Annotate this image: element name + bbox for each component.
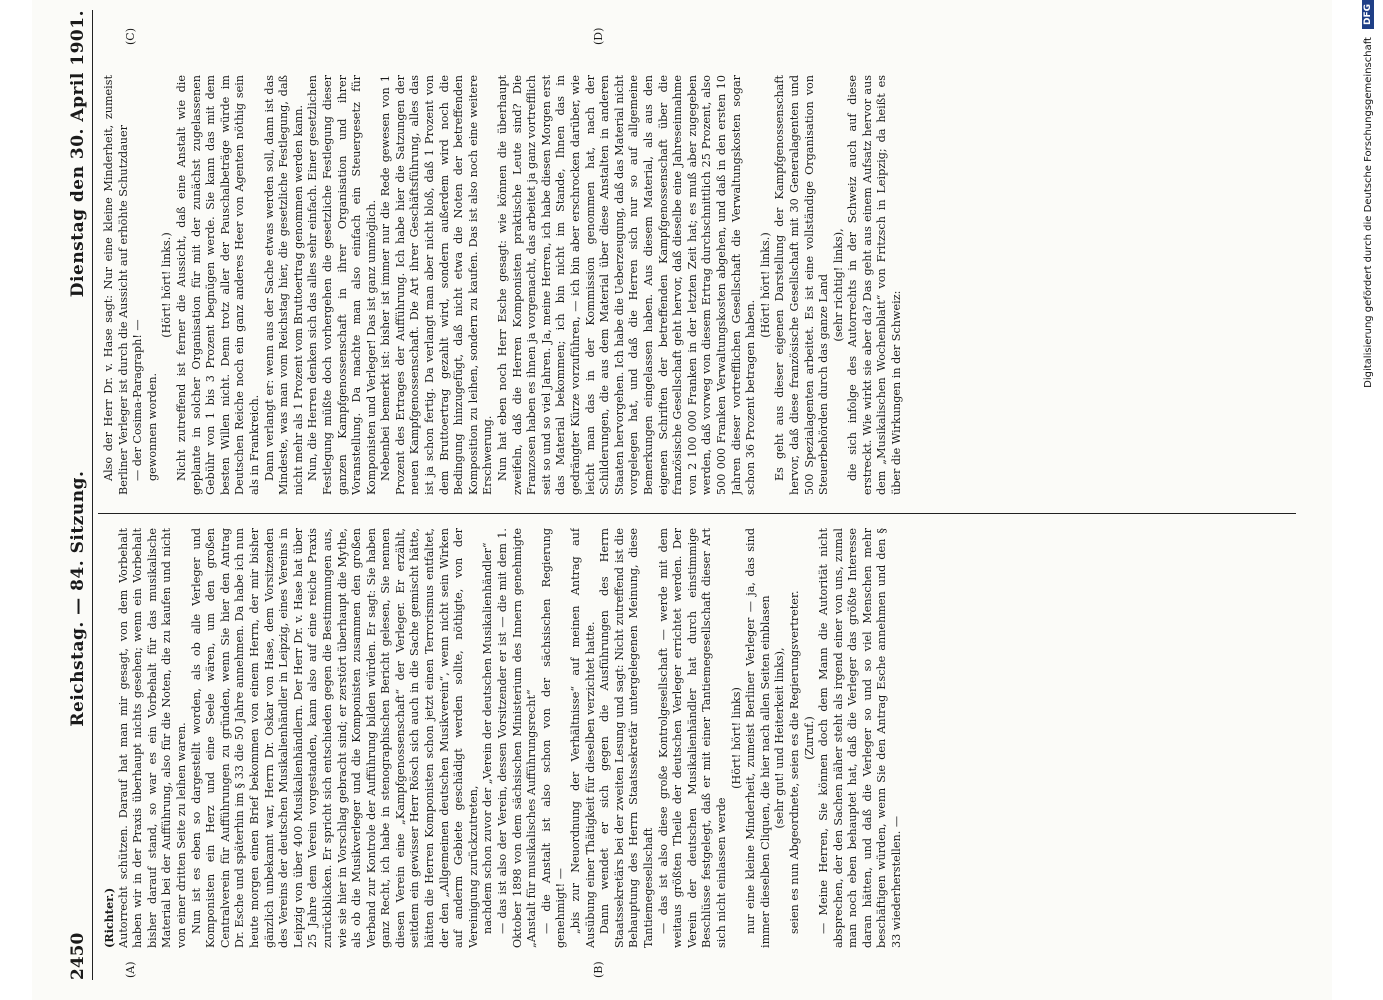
- rotated-document-page: [32, 0, 1332, 1000]
- paragraph: Nicht zutreffend ist ferner die Aussicht, daß eine Anstalt wie die geplante in solcher Organisation für mit der zunächst zugelassenen Gebühr von 1 bis 3 Prozent begnügen werde. Sie kann das mit dem besten Willen nicht. Denn trotz aller der Pauschalbeträge würde im Deutschen Reiche noch ein ganz anderes Heer von Agenten nöthig sein als in Frankreich.: [174, 75, 261, 495]
- interjection: (Hört! hört! links.): [758, 232, 772, 338]
- interjection: (Hört! hört! links.): [160, 232, 174, 338]
- interjection: (Hört! hört! links): [729, 687, 743, 789]
- header-rule: [92, 10, 93, 980]
- paragraph: Dann verlangt er: wenn aus der Sache etwas werden soll, dann ist das Mindeste, was man vom Reichstag hier, die gesetzliche Festlegung, daß nicht mehr als 1 Prozent vom Bruttoertrag genommen werden kann.: [262, 75, 305, 495]
- paragraph: Nun, die Herren denken sich das alles sehr einfach. Einer gesetzlichen Festlegung müßte doch vorhergehen die gesetzliche Festlegung dieser ganzen Kampfgenossenschaft in ihrer Organisation und ihrer Voranstellung. Da machte man also einfach ein Steuergesetz für Komponisten und Verleger! Das ist ganz unmöglich.: [306, 75, 378, 495]
- paragraph: Dann wendet er sich gegen die Ausführungen des Herrn Staatssekretärs bei der zweiten Lesung und sagt: Nicht zutreffend ist die Behauptung des Herrn Staatssekretär untergelegenen Meinung, diese Tantiemegesellschaft: [598, 528, 655, 948]
- paragraph: „bis zur Neuordnung der Verhältnisse“ auf meinen Antrag auf Ausübung einer Thätigkeit für dieselben verzichtet hatte.: [569, 528, 597, 948]
- session-title: Reichstag. — 84. Sitzung.: [68, 470, 88, 727]
- paragraph: — der Cosima-Paragraph! —: [131, 319, 145, 481]
- left-column: [102, 528, 1292, 948]
- page-header: [54, 10, 88, 980]
- interjection: (sehr gut! und Heiterkeit links),: [773, 647, 787, 829]
- paragraph: nachdem schon zuvor der „Verein der deutschen Musikalienhändler“: [481, 542, 495, 934]
- interjection: (Zuruf.): [802, 716, 816, 760]
- right-column: [102, 75, 1292, 495]
- credit-line: [1357, 0, 1379, 1000]
- margin-marker-c: (C): [124, 28, 137, 45]
- paragraph: — das ist also der Verein, dessen Vorsitzender er ist — die mit dem 1. Oktober 1898 von dem sächsischen Ministerium des Innern genehmigte „Anstalt für musikalisches Aufführungsrecht“: [496, 528, 539, 948]
- paragraph: — Meine Herren, Sie können doch dem Mann die Autorität nicht absprechen, der den Sachen näher steht als irgend einer von uns, zumal man noch eben behauptet hat, daß die Verleger das größte Interesse daran hätten, und daß die Verleger so und so viel Menschen mehr beschäftigen würden, wenn Sie den Antrag Esche annehmen und den § 33 wiederherstellen. —: [817, 528, 904, 948]
- speaker-label: (Richter.): [102, 887, 116, 948]
- margin-marker-b: (B): [592, 961, 605, 978]
- dfg-logo: DFG: [1362, 0, 1374, 29]
- paragraph: seien es nun Abgeordnete, seien es die Regierungsvertreter.: [787, 590, 801, 934]
- margin-marker-d: (D): [592, 27, 605, 45]
- paragraph: Nebenbei bemerkt ist: bisher ist immer nur die Rede gewesen von 1 Prozent des Ertrages der Aufführung. Ich habe hier die Satzungen der neuen Kampfgenossenschaft. Die Art ihrer Geschäftsführung, alles das ist ja schon fertig. Da verlangt man aber nicht bloß, daß 1 Prozent von dem Bruttoertrag gezahlt wird, sondern außerdem wird noch die Bedingung hinzugefügt, daß nicht etwa die Noten der betreffenden Komposition zu leihen, sondern zu kaufen. Das ist also noch eine weitere Erschwerung.: [379, 75, 495, 495]
- paragraph: Autorrecht schützen. Darauf hat man mir gesagt, von dem Vorbehalt haben wir in der Praxis überhaupt nichts gesehen; wenn ein Vorbehalt bisher darauf stand, so war es ein Vorbehalt für das musikalische Material bei der Aufführung, also für die Noten, die zu kaufen und nicht von einer dritten Seite zu leihen waren.: [116, 528, 188, 948]
- paragraph: Nun hat eben noch Herr Esche gesagt: wie können die überhaupt zweifeln, daß die Herren Komponisten praktische Leute sind? Die Franzosen haben es ihnen ja vorgemacht, das arbeitet ja ganz vortrefflich seit so und so viel Jahren. Ja, meine Herren, ich habe diesen Morgen erst das Material bekommen; ich bin nicht im Stande, Ihnen das in gedrängter Kürze vorzuführen, — ich bin aber erschrocken darüber, wie leicht man das in der Kommission genommen hat, nach der Schilderungen, die aus dem Material über diese Anstalten in anderen Staaten hervorgehen. Ich habe die Ueberzeugung, daß das Material nicht vorgelegen hat, und daß die Herren sich nur so auf allgemeine Bemerkungen eingelassen haben. Aus diesem Material, als aus den eigenen Schriften der betreffenden Kampfgenossenschaft über die französische Gesellschaft geht hervor, daß dieselbe eine Jahreseinnahme von 2 100 000 Franken in der letzten Zeit hat; es muß aber zugegeben werden, daß vorweg von diesem Ertrag durchschnittlich 25 Prozent, also 500 000 Franken Verwaltungskosten abgehen, und daß in den ersten 10 Jahren dieser vortrefflichen Gesellschaft die Verwaltungskosten sogar schon 36 Prozent betragen haben.: [496, 75, 758, 495]
- column-divider: [98, 513, 1296, 514]
- page-content: [32, 10, 1332, 980]
- paragraph: Nun ist es eben so dargestellt worden, als ob alle Verleger und Komponisten ein Herz und eine Seele wären, um den großen Centralverein für Aufführungen zu gründen, wenn Sie hier den Antrag Dr. Esche und späterhin im § 33 die 50 Jahre annehmen. Da habe ich nun heute morgen einen Brief bekommen von einem Herrn, der mir bisher gänzlich unbekannt war, Herrn Dr. Oskar von Hase, dem Vorsitzenden des Vereins der deutschen Musikalienhändler in Leipzig, eines Vereins in Leipzig von über 400 Musikalienhändlern. Der Herr Dr. v. Hase hat über 25 Jahre dem Verein vorgestanden, kann also auf eine reiche Praxis zurückblicken. Er spricht sich entschieden gegen die Bestimmungen aus, wie sie hier in Vorschlag gebracht sind; er zerstört überhaupt die Mythe, als ob die Musikverleger und die Komponisten zusammen den großen Verband zur Kontrole der Aufführung bilden würden. Er sagt: Sie haben ganz Recht, ich habe in stenographischen Bericht gelesen, Sie nennen diesen Verein eine „Kampfgenossenschaft“ der Verleger. Er erzählt, seitdem ein gewisser Herr Rösch sich auch in die Sache gemischt hätte, hätten die Herren Komponisten schon jetzt einen Terrorismus entfaltet, der den „Allgemeinen deutschen Musikverein“, wenn nicht sein Wirken auf anderm Gebiete geschädigt werden sollte, nöthigte, von der Vereinigung zurückzutreten,: [189, 528, 480, 948]
- credit-strip: [1355, 0, 1377, 1000]
- paragraph: — das ist also diese große Kontrolgesellschaft — werde mit dem weitaus größten Theile der deutschen Verleger errichtet werden. Der Verein der deutschen Musikalienhändler hat durch einstimmige Beschlüsse festgelegt, daß er mit einer Tantiemegesellschaft dieser Art sich nicht einlassen werde: [656, 528, 728, 948]
- paragraph: Es geht aus dieser eigenen Darstellung der Kampfgenossenschaft hervor, daß diese französische Gesellschaft mit 30 Generalagenten und 500 Spezialagenten arbeitet. Es ist eine vollständige Organisation von Steuerbehörden durch das ganze Land: [773, 75, 831, 495]
- paragraph: die sich infolge des Autorrechts in der Schweiz auch auf diese erstreckt. Wie wirkt sie aber da? Das geht aus einem Aufsatz hervor aus dem „Musikalischen Wochenblatt“ von Fritzsch in Leipzig; da heißt es über die Wirkungen in der Schweiz:: [846, 75, 904, 495]
- session-date: Dienstag den 30. April 1901.: [68, 10, 88, 298]
- interjection: (sehr richtig! links),: [831, 228, 845, 342]
- page-number: 2450: [68, 932, 88, 980]
- paragraph: gewonnen worden.: [145, 372, 159, 481]
- credit-text: Digitalisierung gefördert durch die Deutsche Forschungsgemeinschaft: [1362, 37, 1374, 388]
- margin-marker-a: (A): [124, 961, 137, 978]
- paragraph: Also der Herr Dr. v. Hase sagt: Nur eine kleine Minderheit, zumeist Berliner Verleger ist durch die Aussicht auf erhöhte Schutzdauer: [102, 75, 130, 495]
- paragraph: nur eine kleine Minderheit, zumeist Berliner Verleger — ja, das sind immer dieselben Cliquen, die hier nach allen Seiten einblasen: [744, 528, 772, 948]
- paragraph: — die Anstalt ist also schon von der sächsischen Regierung genehmigt! —: [539, 528, 568, 948]
